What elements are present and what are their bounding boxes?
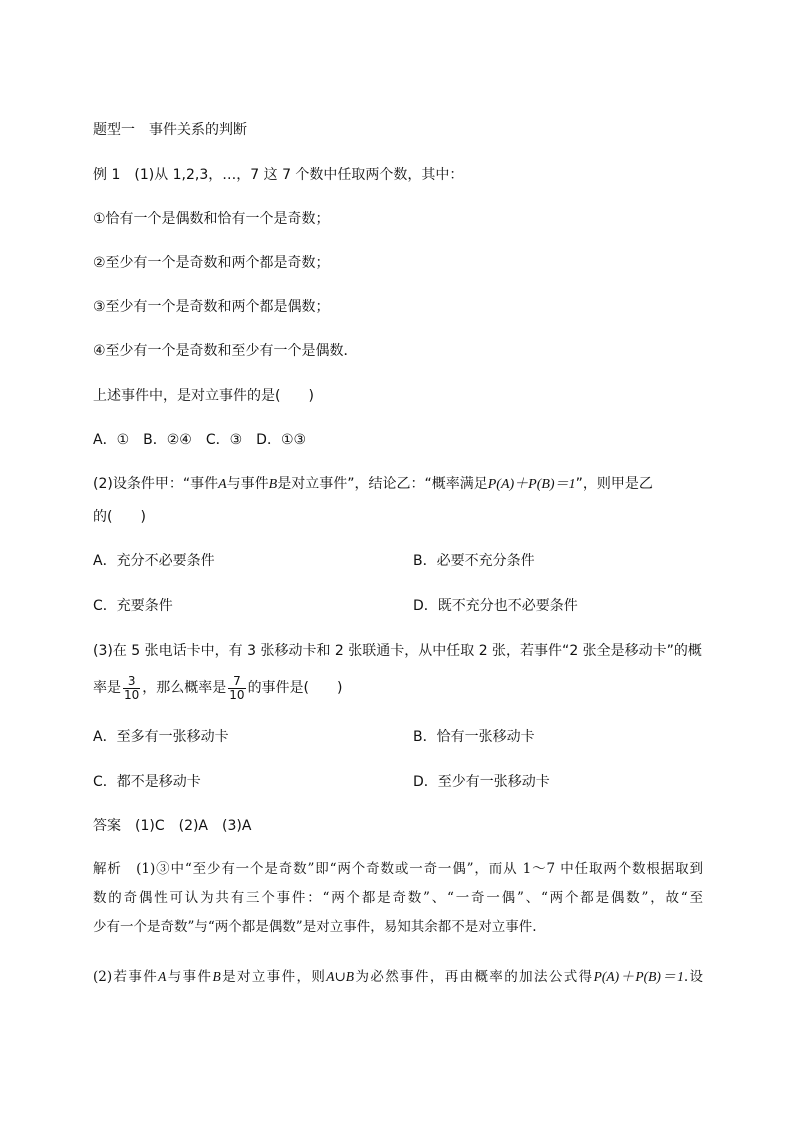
analysis-text: 为必然事件，再由概率的加法公式得 xyxy=(354,969,594,985)
analysis-line: 少有一个是奇数”与“两个都是偶数”是对立事件，易知其余都不是对立事件. xyxy=(93,919,537,935)
q2-option-a: A．充分不必要条件 xyxy=(93,553,215,569)
q2-option-c: C．充要条件 xyxy=(93,598,173,614)
q2-text: 是对立事件”，结论乙：“概率满足 xyxy=(277,476,488,492)
q2-line-2: 的( ) xyxy=(93,509,146,525)
q1-item-2: ②至少有一个是奇数和两个都是奇数； xyxy=(93,255,330,271)
q3-options-row-1 xyxy=(93,727,535,747)
fraction-7-10 xyxy=(228,675,245,702)
union-formula: A∪B xyxy=(326,969,355,984)
example-1-stem xyxy=(93,165,463,185)
analysis-paragraph-1 xyxy=(93,859,703,937)
analysis-text: .设 xyxy=(683,969,703,985)
analysis-line xyxy=(93,967,703,987)
var-a: A xyxy=(218,477,227,492)
analysis-line: 数的奇偶性可认为共有三个事件：“两个都是奇数”、“一奇一偶”、“两个都是偶数”，故“至 xyxy=(93,890,703,906)
q2-options-row-2 xyxy=(93,596,578,616)
q1-item-1: ①恰有一个是偶数和恰有一个是奇数； xyxy=(93,211,330,227)
q2-text: 与事件 xyxy=(226,476,269,492)
answer-text: (1)C (2)A (3)A xyxy=(135,818,252,834)
analysis-text: 是对立事件，则 xyxy=(220,969,327,985)
q1-options: A．① B．②④ C．③ D．①③ xyxy=(93,432,307,448)
answer-line xyxy=(93,816,251,836)
q1-item-3: ③至少有一个是奇数和两个都是偶数； xyxy=(93,299,330,315)
var-b: B xyxy=(268,477,278,492)
analysis-text: (1)③中“至少有一个是奇数”即“两个奇数或一奇一偶”，而从 1～7 中任取两个数根据取到 xyxy=(136,861,703,877)
analysis-label: 解析 xyxy=(93,861,122,877)
q2-text: (2)设条件甲：“事件 xyxy=(93,476,219,492)
q2-text: ”，则甲是乙 xyxy=(575,476,653,492)
q3-option-a: A．至多有一张移动卡 xyxy=(93,729,229,745)
q3-option-d: D．至少有一张移动卡 xyxy=(413,774,550,790)
q3-text: 率是 xyxy=(93,680,121,696)
q2-options-row-1 xyxy=(93,551,535,571)
var-a: A xyxy=(158,969,167,984)
analysis-line xyxy=(93,859,703,879)
answer-label: 答案 xyxy=(93,818,121,834)
q2-line-1 xyxy=(93,474,653,495)
q1-stem: (1)从 1,2,3，…，7 这 7 个数中任取两个数，其中： xyxy=(134,167,464,183)
q1-item-4: ④至少有一个是奇数和至少有一个是偶数． xyxy=(93,343,358,359)
fraction-denominator: 10 xyxy=(124,687,140,702)
q3-text: ，那么概率是 xyxy=(142,680,227,696)
probability-formula: P(A)＋P(B)＝1 xyxy=(593,969,684,984)
example-label: 例 1 xyxy=(93,167,121,183)
q3-options-row-2 xyxy=(93,772,550,792)
fraction-3-10 xyxy=(123,675,140,702)
q2-option-d: D．既不充分也不必要条件 xyxy=(413,598,578,614)
q2-option-b: B．必要不充分条件 xyxy=(413,553,535,569)
q3-option-b: B．恰有一张移动卡 xyxy=(413,729,535,745)
var-b: B xyxy=(212,969,221,984)
q3-line-1: (3)在 5 张电话卡中，有 3 张移动卡和 2 张联通卡，从中任取 2 张，若事件“2 张全是移动卡”的概 xyxy=(93,643,702,659)
q1-question: 上述事件中，是对立事件的是( ) xyxy=(93,388,314,404)
q3-line-2 xyxy=(93,673,343,703)
q3-text: 的事件是( ) xyxy=(247,680,343,696)
analysis-paragraph-2 xyxy=(93,967,703,987)
fraction-denominator: 10 xyxy=(229,687,245,702)
q2-formula: P(A)＋P(B)＝1 xyxy=(487,477,576,492)
section-heading: 题型一 事件关系的判断 xyxy=(93,122,247,138)
analysis-text: 与事件 xyxy=(166,969,213,985)
fraction-numerator: 3 xyxy=(123,675,140,689)
analysis-text: (2)若事件 xyxy=(93,969,159,985)
q3-option-c: C．都不是移动卡 xyxy=(93,774,201,790)
fraction-numerator: 7 xyxy=(228,675,245,689)
